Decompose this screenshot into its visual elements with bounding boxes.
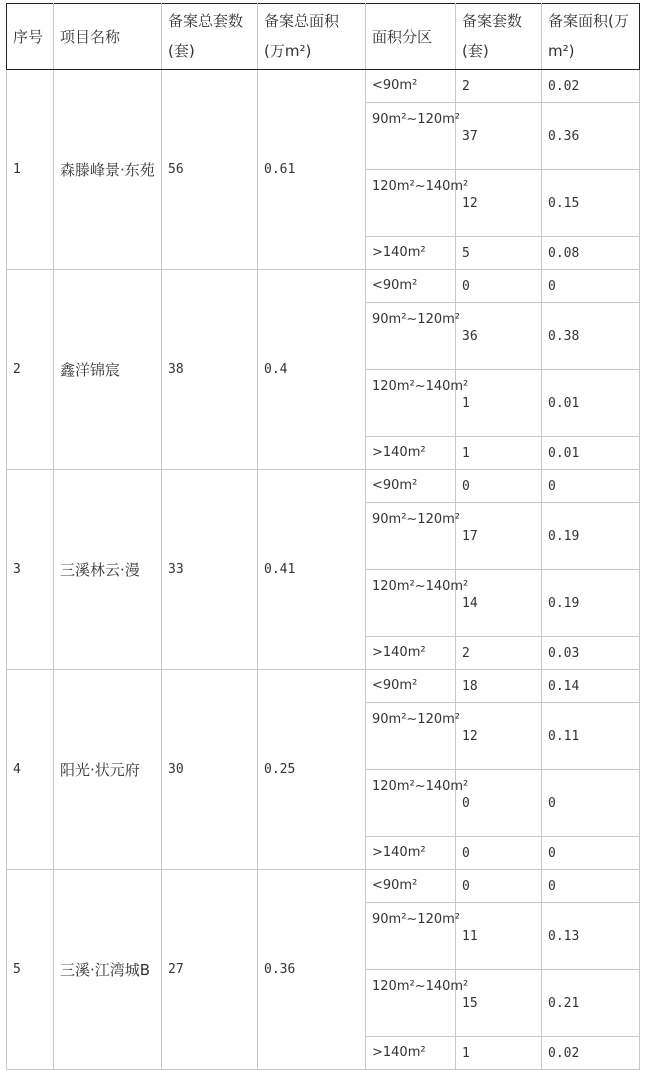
area-range-cell: 120m²~140m² <box>366 770 456 837</box>
table-row <box>7 70 640 103</box>
area-range-cell: 120m²~140m² <box>366 170 456 237</box>
area-range-cell: 90m²~120m² <box>366 303 456 370</box>
project-name-cell: 阳光·状元府 <box>54 670 162 870</box>
area-cell: 0.13 <box>542 903 640 970</box>
area-cell: 0.19 <box>542 503 640 570</box>
units-cell: 1 <box>456 1037 542 1070</box>
area-cell: 0.11 <box>542 703 640 770</box>
units-cell: 5 <box>456 237 542 270</box>
area-cell: 0 <box>542 870 640 903</box>
header-total-area: 备案总面积(万m²) <box>258 4 366 70</box>
project-total-units-cell: 33 <box>162 470 258 670</box>
project-index-cell: 5 <box>7 870 54 1070</box>
units-cell: 36 <box>456 303 542 370</box>
area-cell: 0.14 <box>542 670 640 703</box>
area-range-cell: 90m²~120m² <box>366 903 456 970</box>
header-project: 项目名称 <box>54 4 162 70</box>
area-cell: 0 <box>542 270 640 303</box>
project-name-cell: 鑫洋锦宸 <box>54 270 162 470</box>
project-total-units-cell: 27 <box>162 870 258 1070</box>
project-index-cell: 4 <box>7 670 54 870</box>
units-cell: 0 <box>456 270 542 303</box>
area-cell: 0.01 <box>542 370 640 437</box>
area-range-cell: >140m² <box>366 1037 456 1070</box>
units-cell: 12 <box>456 703 542 770</box>
table-row <box>7 870 640 903</box>
area-cell: 0.02 <box>542 70 640 103</box>
area-cell: 0.03 <box>542 637 640 670</box>
area-range-cell: 120m²~140m² <box>366 370 456 437</box>
area-cell: 0.19 <box>542 570 640 637</box>
header-total-units: 备案总套数(套) <box>162 4 258 70</box>
project-name-cell: 三溪林云·漫 <box>54 470 162 670</box>
area-cell: 0 <box>542 770 640 837</box>
project-name-cell: 三溪·江湾城B <box>54 870 162 1070</box>
table-row <box>7 470 640 503</box>
area-cell: 0.15 <box>542 170 640 237</box>
table-row <box>7 270 640 303</box>
project-total-units-cell: 56 <box>162 70 258 270</box>
project-total-area-cell: 0.41 <box>258 470 366 670</box>
header-area: 备案面积(万m²) <box>542 4 640 70</box>
area-range-cell: <90m² <box>366 70 456 103</box>
units-cell: 18 <box>456 670 542 703</box>
units-cell: 15 <box>456 970 542 1037</box>
area-range-cell: 90m²~120m² <box>366 503 456 570</box>
header-index: 序号 <box>7 4 54 70</box>
area-cell: 0.02 <box>542 1037 640 1070</box>
area-range-cell: <90m² <box>366 270 456 303</box>
project-total-units-cell: 30 <box>162 670 258 870</box>
project-total-area-cell: 0.61 <box>258 70 366 270</box>
area-range-cell: >140m² <box>366 237 456 270</box>
table-row <box>7 670 640 703</box>
filing-table-container <box>6 3 640 1070</box>
area-range-cell: <90m² <box>366 670 456 703</box>
header-area-range: 面积分区 <box>366 4 456 70</box>
area-range-cell: 120m²~140m² <box>366 570 456 637</box>
project-index-cell: 3 <box>7 470 54 670</box>
table-body <box>7 70 640 1070</box>
units-cell: 2 <box>456 637 542 670</box>
units-cell: 11 <box>456 903 542 970</box>
project-name-cell: 森滕峰景·东苑 <box>54 70 162 270</box>
units-cell: 12 <box>456 170 542 237</box>
units-cell: 0 <box>456 837 542 870</box>
area-range-cell: >140m² <box>366 437 456 470</box>
area-cell: 0.08 <box>542 237 640 270</box>
area-range-cell: <90m² <box>366 870 456 903</box>
project-total-area-cell: 0.4 <box>258 270 366 470</box>
area-cell: 0 <box>542 470 640 503</box>
units-cell: 14 <box>456 570 542 637</box>
units-cell: 0 <box>456 870 542 903</box>
units-cell: 0 <box>456 770 542 837</box>
units-cell: 37 <box>456 103 542 170</box>
area-cell: 0.01 <box>542 437 640 470</box>
area-range-cell: 120m²~140m² <box>366 970 456 1037</box>
table-header-row <box>7 4 640 70</box>
area-range-cell: <90m² <box>366 470 456 503</box>
project-total-area-cell: 0.36 <box>258 870 366 1070</box>
area-range-cell: >140m² <box>366 637 456 670</box>
units-cell: 1 <box>456 437 542 470</box>
area-cell: 0.36 <box>542 103 640 170</box>
project-total-units-cell: 38 <box>162 270 258 470</box>
area-range-cell: 90m²~120m² <box>366 103 456 170</box>
project-index-cell: 2 <box>7 270 54 470</box>
units-cell: 17 <box>456 503 542 570</box>
area-cell: 0.38 <box>542 303 640 370</box>
units-cell: 1 <box>456 370 542 437</box>
filing-table <box>6 3 640 1070</box>
units-cell: 0 <box>456 470 542 503</box>
project-total-area-cell: 0.25 <box>258 670 366 870</box>
area-range-cell: >140m² <box>366 837 456 870</box>
area-cell: 0.21 <box>542 970 640 1037</box>
area-range-cell: 90m²~120m² <box>366 703 456 770</box>
area-cell: 0 <box>542 837 640 870</box>
header-units: 备案套数(套) <box>456 4 542 70</box>
project-index-cell: 1 <box>7 70 54 270</box>
units-cell: 2 <box>456 70 542 103</box>
